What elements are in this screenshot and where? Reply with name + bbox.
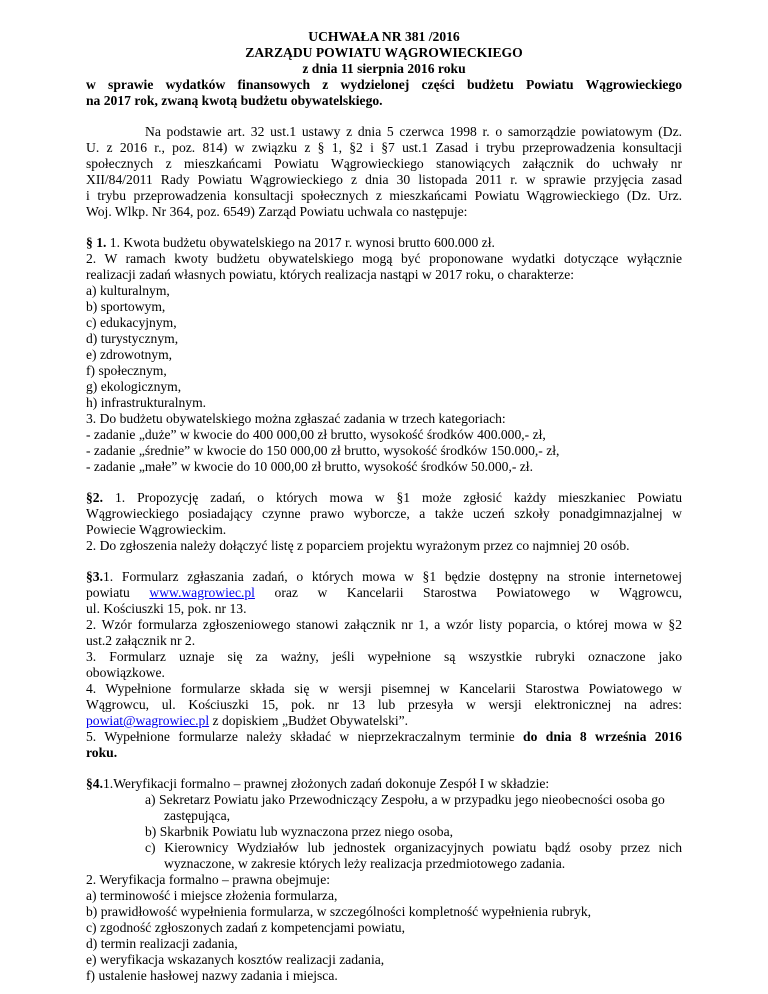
preamble-line: Woj. Wlkp. Nr 364, poz. 6549) Zarząd Powiatu uchwala co następuje: <box>86 204 468 219</box>
category-item: - zadanie „małe” w kwocie do 10 000,00 zł brutto, wysokość środków 50.000,- zł. <box>86 459 533 474</box>
section-3-line: ul. Kościuszki 15, pok. nr 13. <box>86 601 247 616</box>
resolution-subject-line: na 2017 rok, zwaną kwotą budżetu obywatelskiego. <box>86 93 383 108</box>
list-item: e) zdrowotnym, <box>86 347 173 362</box>
section-3-line: 4. Wypełnione formularze składa się w wersji pisemnej w Kancelarii Starostwa Powiatowego w <box>86 681 682 696</box>
list-item: h) infrastrukturalnym. <box>86 395 207 410</box>
section-3-line: obowiązkowe. <box>86 665 165 680</box>
section-2-line: 2. Do zgłoszenia należy dołączyć listę z poparciem projektu wyrażonym przez co najmniej 20 osób. <box>86 538 630 553</box>
category-item: - zadanie „średnie” w kwocie do 150 000,00 zł brutto, wysokość środków 150.000,- zł, <box>86 443 560 458</box>
section-4-line: 2. Weryfikacja formalno – prawna obejmuje: <box>86 872 331 887</box>
section-2-line: §2. 1. Propozycję zadań, o których mowa w §1 może zgłosić każdy mieszkaniec Powiatu <box>86 490 682 505</box>
preamble-line: Na podstawie art. 32 ust.1 ustawy z dnia 5 czerwca 1998 r. o samorządzie powiatowym (Dz. <box>145 124 682 139</box>
preamble-line: społecznych z mieszkańcami Powiatu Wągrowieckiego stanowiących załącznik do uchwały nr <box>86 156 682 171</box>
section-mark: §2. <box>86 490 103 505</box>
list-item: a) kulturalnym, <box>86 283 170 298</box>
section-2-line: Powiecie Wągrowieckim. <box>86 522 227 537</box>
resolution-subject-line: w sprawie wydatków finansowych z wydzielonej części budżetu Powiatu Wągrowieckiego <box>86 77 682 92</box>
section-3-line: 3. Formularz uznaje się za ważny, jeśli wypełnione są wszystkie rubryki oznaczone jako <box>86 649 682 664</box>
resolution-number: UCHWAŁA NR 381 /2016 <box>308 29 460 44</box>
section-mark: § 1. <box>86 235 107 250</box>
list-item: b) sportowym, <box>86 299 166 314</box>
list-item: d) turystycznym, <box>86 331 179 346</box>
list-item: c) edukacyjnym, <box>86 315 177 330</box>
list-item: b) prawidłowość wypełnienia formularza, w szczególności kompletność wypełnienia rubryk, <box>86 904 592 919</box>
section-3-line: roku. <box>86 745 118 760</box>
team-member-item: zastępująca, <box>164 808 231 823</box>
team-member-item: wyznaczone, w zakresie których leży realizacja przedmiotowego zadania. <box>164 856 566 871</box>
section-mark: §3. <box>86 569 103 584</box>
section-1-line: § 1. 1. Kwota budżetu obywatelskiego na 2017 r. wynosi brutto 600.000 zł. <box>86 235 495 250</box>
team-member-item: a) Sekretarz Powiatu jako Przewodniczący Zespołu, a w przypadku jego nieobecności osoba go <box>145 792 665 807</box>
section-4-line: §4.1.Weryfikacji formalno – prawnej złożonych zadań dokonuje Zespół I w składzie: <box>86 776 550 791</box>
preamble-line: i trybu przeprowadzenia konsultacji społecznych z mieszkańcami Powiatu Wągrowieckiego (Dz. Urz. <box>86 188 682 203</box>
section-1-line: 2. W ramach kwoty budżetu obywatelskiego mogą być proponowane wydatki dotyczące wyłącznie <box>86 251 682 266</box>
list-item: c) zgodność zgłoszonych zadań z kompetencjami powiatu, <box>86 920 405 935</box>
preamble-line: U. z 2016 r., poz. 814) w związku z § 1, §2 i §7 ust.1 Zasad i trybu przeprowadzenia konsultacji <box>86 140 682 155</box>
list-item: f) społecznym, <box>86 363 167 378</box>
section-3-line: Wągrowcu, ul. Kościuszki 15, pok. nr 13 lub przesyła w wersji elektronicznej na adres: <box>86 697 682 712</box>
category-item: - zadanie „duże” w kwocie do 400 000,00 zł brutto, wysokość środków 400.000,- zł, <box>86 427 546 442</box>
list-item: f) ustalenie hasłowej nazwy zadania i miejsca. <box>86 968 338 983</box>
resolution-date: z dnia 11 sierpnia 2016 roku <box>302 61 466 76</box>
list-item: d) termin realizacji zadania, <box>86 936 238 951</box>
list-item: e) weryfikacja wskazanych kosztów realizacji zadania, <box>86 952 385 967</box>
section-mark: §4. <box>86 776 103 791</box>
section-3-line: powiat@wagrowiec.pl z dopiskiem „Budżet Obywatelski”. <box>86 713 409 728</box>
list-item: a) terminowość i miejsce złożenia formularza, <box>86 888 338 903</box>
section-3-line: powiatu www.wagrowiec.pl oraz w Kancelarii Starostwa Powiatowego w Wągrowcu, <box>86 585 682 600</box>
section-3-line: ust.2 załącznik nr 2. <box>86 633 196 648</box>
section-3-line: §3.1. Formularz zgłaszania zadań, o których mowa w §1 będzie dostępny na stronie internetowej <box>86 569 682 584</box>
section-2-line: Wągrowieckiego posiadający czynne prawo wyborcze, a także uczeń szkoły ponadgimnazjalnej w <box>86 506 682 521</box>
issuing-body: ZARZĄDU POWIATU WĄGROWIECKIEGO <box>245 45 523 60</box>
email-link[interactable]: powiat@wagrowiec.pl <box>86 713 210 728</box>
team-member-item: c) Kierownicy Wydziałów lub jednostek organizacyjnych powiatu bądź osoby przez nich <box>145 840 682 855</box>
section-3-line: 2. Wzór formularza zgłoszeniowego stanowi załącznik nr 1, a wzór listy poparcia, o której mowa w §2 <box>86 617 682 632</box>
deadline: do dnia 8 września 2016 <box>523 729 682 744</box>
list-item: g) ekologicznym, <box>86 379 182 394</box>
preamble-line: XII/84/2011 Rady Powiatu Wągrowieckiego z dnia 30 listopada 2011 r. w sprawie przyjęcia zasad <box>86 172 682 187</box>
website-link[interactable]: www.wagrowiec.pl <box>149 585 255 600</box>
section-1-line: realizacji zadań własnych powiatu, których realizacja nastąpi w 2017 roku, o charakterze: <box>86 267 575 282</box>
section-1-line: 3. Do budżetu obywatelskiego można zgłaszać zadania w trzech kategoriach: <box>86 411 506 426</box>
team-member-item: b) Skarbnik Powiatu lub wyznaczona przez niego osoba, <box>145 824 454 839</box>
section-3-line: 5. Wypełnione formularze należy składać w nieprzekraczalnym terminie do dnia 8 września 2016 <box>86 729 682 744</box>
